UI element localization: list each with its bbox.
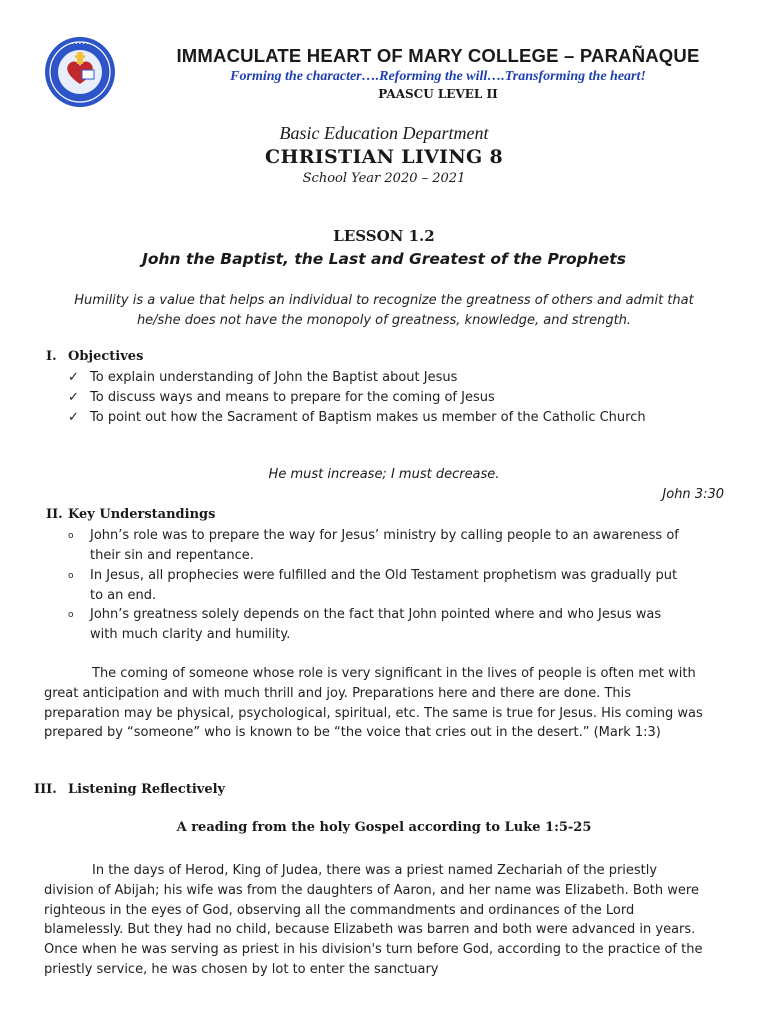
- gospel-paragraph: In the days of Herod, King of Judea, there was a priest named Zechariah of the priestly division of Abijah; his wife was from the daughters of Aaron, and her name was Elizabeth. Both were righteous in the eyes of God, observing all the commandments and ordinances of the Lord blamelessly. But they had no child, because Elizabeth was barren and both were advanced in years. Once when he was serving as priest in his division's turn before God, according to the practice of the priestly service, he was chosen by lot to enter the sanctuary: [44, 863, 703, 977]
- college-name: IMMACULATE HEART OF MARY COLLEGE – PARAÑAQUE: [176, 45, 700, 66]
- hollow-circle-bullet-icon: o: [68, 610, 74, 620]
- section-numeral: II.: [46, 507, 63, 522]
- department-name: Basic Education Department: [279, 123, 489, 143]
- objectives-heading: [46, 349, 143, 364]
- section-numeral: III.: [34, 782, 57, 797]
- accreditation-level: PAASCU LEVEL II: [378, 87, 498, 101]
- scripture-quote: He must increase; I must decrease.: [268, 467, 500, 482]
- college-seal-icon: [44, 36, 116, 108]
- objective-item: ✓ To discuss ways and means to prepare for the coming of Jesus: [68, 388, 698, 408]
- section-numeral: I.: [46, 349, 57, 364]
- listening-heading: [34, 782, 225, 797]
- lesson-title: John the Baptist, the Last and Greatest of the Prophets: [142, 250, 626, 268]
- reading-title: A reading from the holy Gospel according to Luke 1:5-25: [176, 820, 592, 835]
- section-title: Key Understandings: [68, 507, 216, 522]
- key-understanding-item: o John’s greatness solely depends on the fact that John pointed where and who Jesus was with much clarity and humility.: [68, 607, 662, 642]
- key-understandings-heading: [46, 507, 215, 522]
- hollow-circle-bullet-icon: o: [68, 531, 74, 541]
- college-motto: Forming the character….Reforming the will….Transforming the heart!: [230, 69, 646, 84]
- school-year: School Year 2020 – 2021: [302, 171, 466, 186]
- key-understanding-item: o John’s role was to prepare the way for Jesus’ ministry by calling people to an awareness of their sin and repentance.: [68, 528, 679, 563]
- section-title: Objectives: [68, 349, 144, 364]
- key-understanding-item: o In Jesus, all prophecies were fulfilled and the Old Testament prophetism was gradually put to an end.: [68, 568, 678, 603]
- scripture-reference: John 3:30: [662, 487, 724, 502]
- lesson-number: LESSON 1.2: [333, 227, 435, 245]
- objective-item: ✓ To explain understanding of John the Baptist about Jesus: [68, 368, 698, 388]
- objective-item: ✓ To point out how the Sacrament of Baptism makes us member of the Catholic Church: [68, 408, 678, 428]
- intro-paragraph: The coming of someone whose role is very significant in the lives of people is often met with great anticipation and with much thrill and joy. Preparations here and there are done. This preparation may be physical, psychological, spiritual, etc. The same is true for Jesus. His coming was prepared by “someone” who is known to be “the voice that cries out in the desert.” (Mark 1:3): [44, 666, 703, 741]
- lesson-intro: Humility is a value that helps an individual to recognize the greatness of others and admit that he/she does not have the monopoly of greatness, knowledge, and strength.: [74, 293, 694, 328]
- hollow-circle-bullet-icon: o: [68, 571, 74, 581]
- check-icon: ✓: [68, 390, 79, 405]
- subject-title: CHRISTIAN LIVING 8: [265, 146, 503, 168]
- svg-text:• • • • •: • • • • •: [71, 41, 89, 46]
- check-icon: ✓: [68, 410, 79, 425]
- check-icon: ✓: [68, 370, 79, 385]
- section-title: Listening Reflectively: [68, 782, 226, 797]
